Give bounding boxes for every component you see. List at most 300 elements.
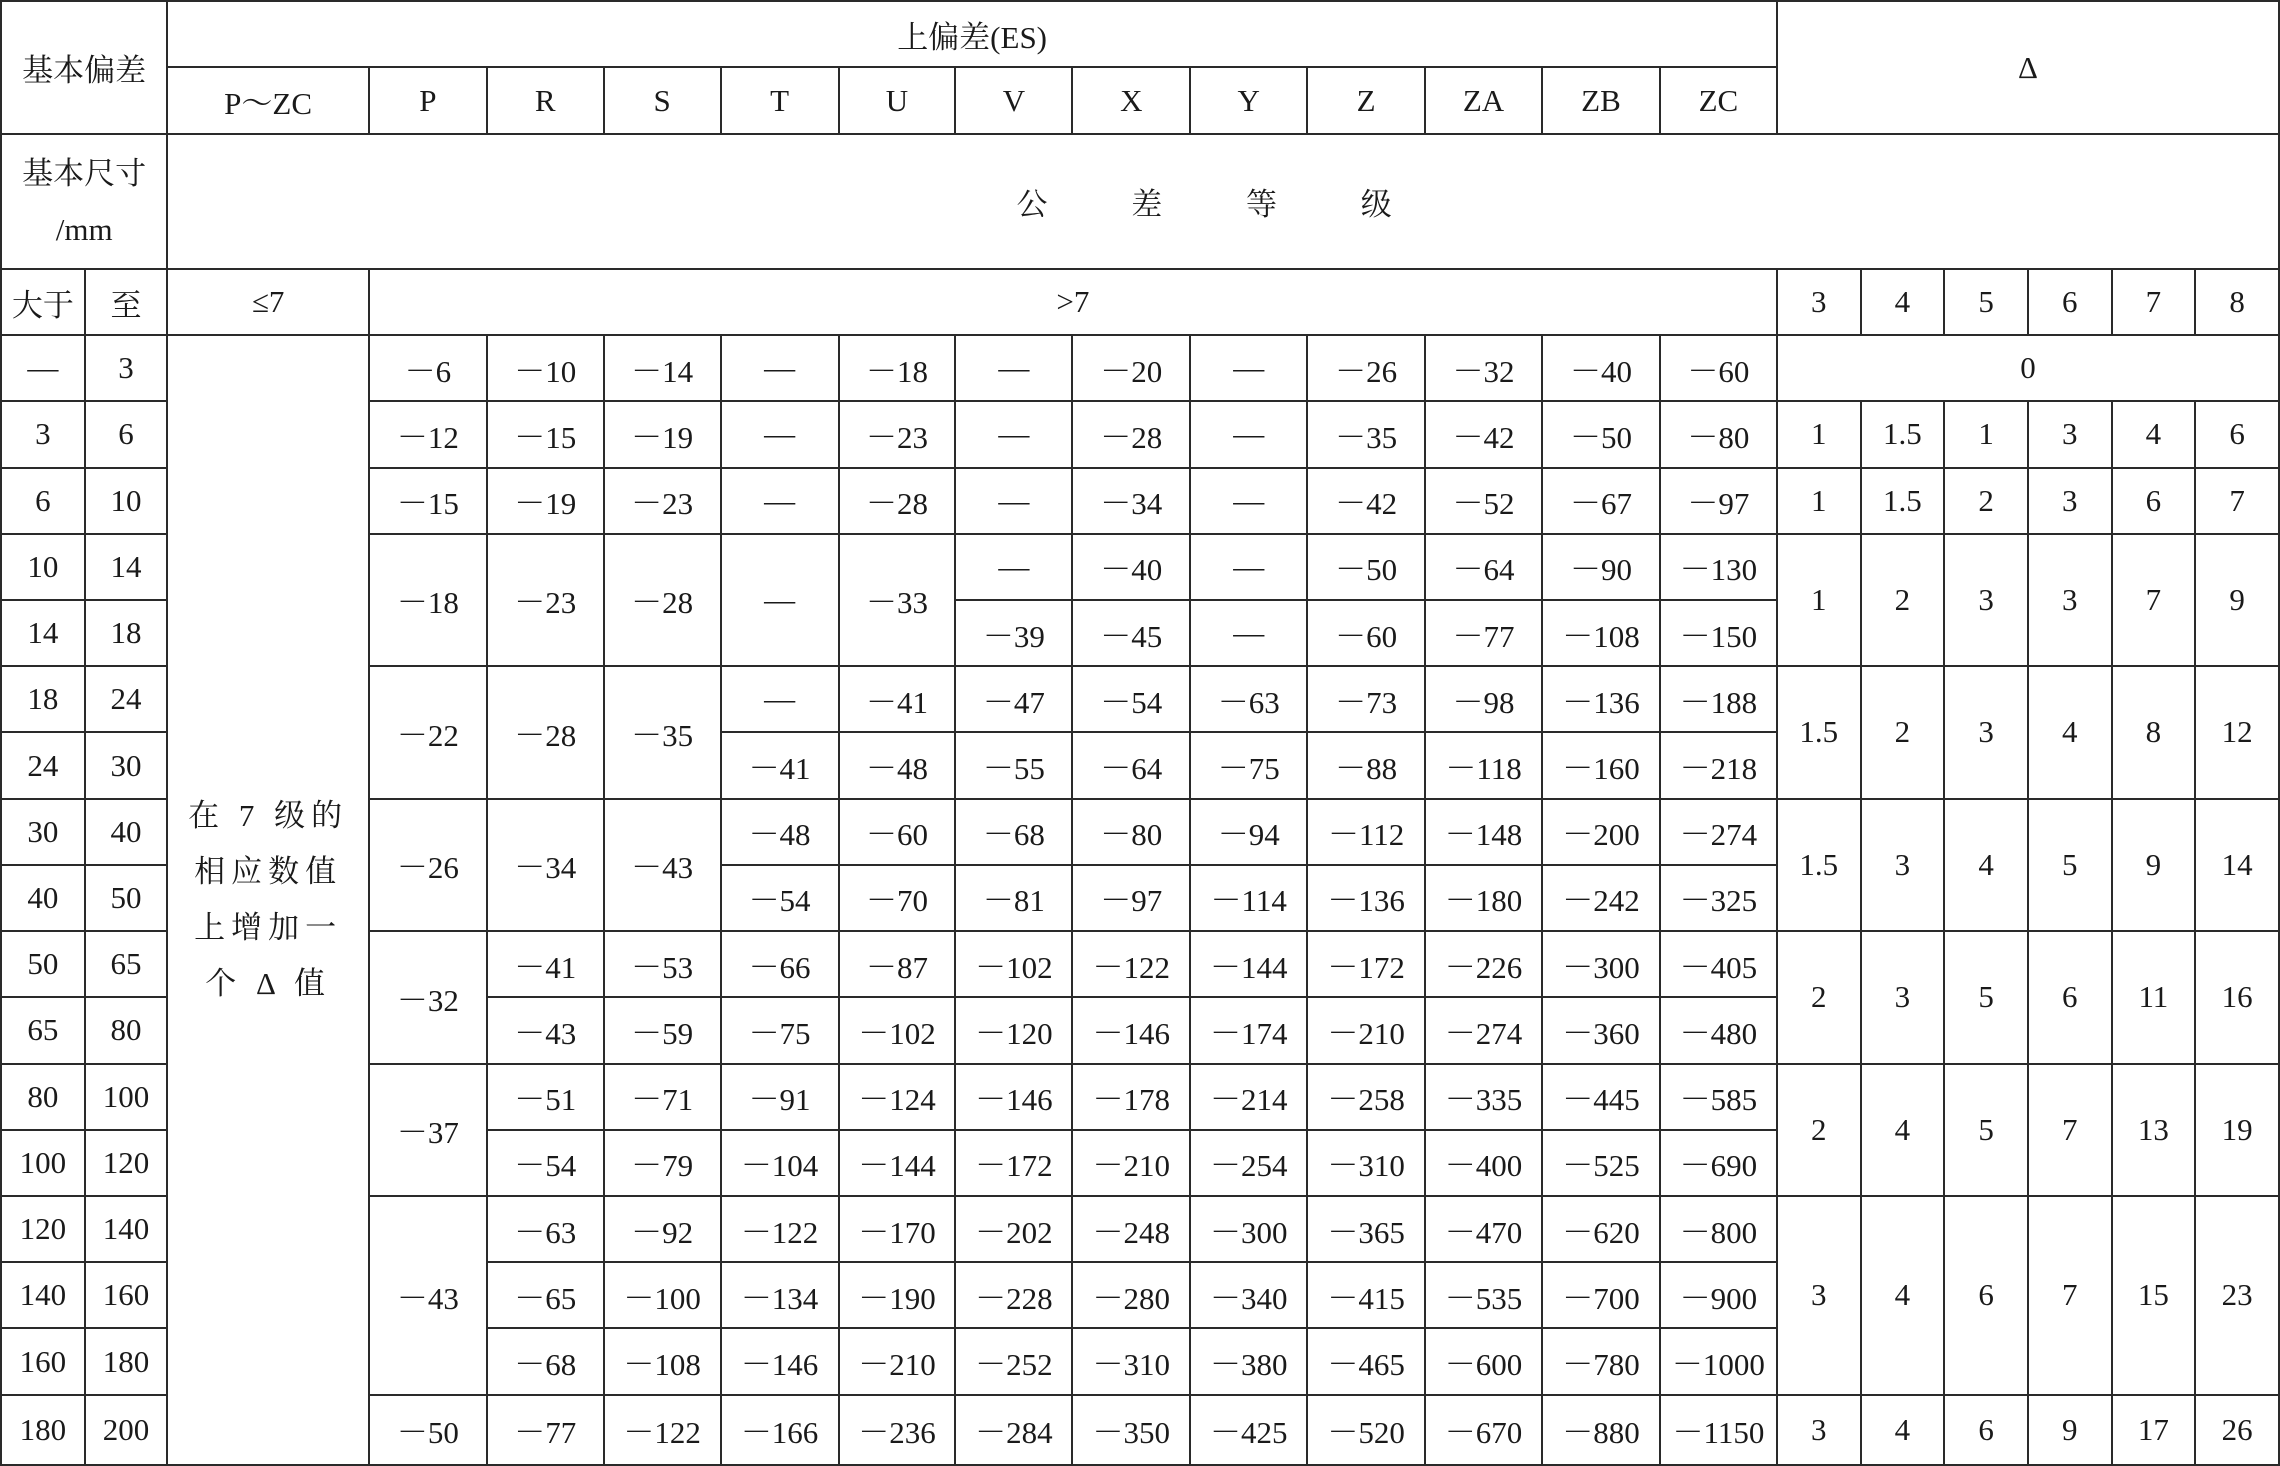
delta-grade-header-5: 8 — [2195, 269, 2279, 335]
to-header: 至 — [85, 269, 168, 335]
value-cell-x: －20 — [1072, 335, 1190, 401]
delta-header: Δ — [1777, 1, 2279, 134]
value-cell-za: －148 — [1425, 799, 1542, 865]
value-cell-v: －68 — [955, 799, 1072, 865]
size-to: 10 — [85, 468, 168, 534]
value-cell-y: — — [1190, 468, 1307, 534]
value-cell-zb: －67 — [1542, 468, 1660, 534]
delta-value: 1 — [1944, 401, 2028, 467]
value-cell-z: －73 — [1307, 666, 1425, 732]
code-header-12: ZC — [1660, 67, 1777, 134]
size-over: 18 — [1, 666, 85, 732]
value-cell-zb: －90 — [1542, 534, 1660, 600]
code-header-2: R — [487, 67, 604, 134]
value-cell-x: －248 — [1072, 1196, 1190, 1262]
value-cell-zc: －60 — [1660, 335, 1777, 401]
value-cell-za: －52 — [1425, 468, 1542, 534]
code-header-6: V — [955, 67, 1072, 134]
delta-value: 4 — [1944, 799, 2028, 931]
size-over: 160 — [1, 1328, 85, 1394]
value-cell-v: — — [955, 534, 1072, 600]
value-cell-z: －50 — [1307, 534, 1425, 600]
value-cell-t: －166 — [721, 1395, 839, 1465]
delta-value: 15 — [2112, 1196, 2196, 1395]
value-cell-y: — — [1190, 600, 1307, 666]
value-cell-t: — — [721, 335, 839, 401]
delta-grade-header-3: 6 — [2028, 269, 2112, 335]
value-cell-x: －45 — [1072, 600, 1190, 666]
value-cell-s: －35 — [604, 666, 721, 798]
value-cell-v: －252 — [955, 1328, 1072, 1394]
value-cell-u: －23 — [839, 401, 956, 467]
value-cell-u: －236 — [839, 1395, 956, 1465]
value-cell-zb: －880 — [1542, 1395, 1660, 1465]
value-cell-zc: －274 — [1660, 799, 1777, 865]
value-cell-zc: －480 — [1660, 997, 1777, 1063]
value-cell-t: －104 — [721, 1130, 839, 1196]
value-cell-r: －34 — [487, 799, 604, 931]
value-cell-s: －79 — [604, 1130, 721, 1196]
delta-value: 9 — [2195, 534, 2279, 666]
value-cell-za: －335 — [1425, 1064, 1542, 1130]
value-cell-z: －35 — [1307, 401, 1425, 467]
value-cell-r: －43 — [487, 997, 604, 1063]
value-cell-zc: －405 — [1660, 931, 1777, 997]
delta-value: 4 — [1861, 1064, 1945, 1196]
value-cell-v: －47 — [955, 666, 1072, 732]
size-to: 80 — [85, 997, 168, 1063]
value-cell-za: －77 — [1425, 600, 1542, 666]
size-over: — — [1, 335, 85, 401]
value-cell-r: －19 — [487, 468, 604, 534]
value-cell-t: －134 — [721, 1262, 839, 1328]
delta-value: 6 — [2112, 468, 2196, 534]
value-cell-zc: －800 — [1660, 1196, 1777, 1262]
value-cell-y: －300 — [1190, 1196, 1307, 1262]
value-cell-zb: －160 — [1542, 732, 1660, 798]
delta-value: 3 — [1861, 931, 1945, 1063]
delta-value: 23 — [2195, 1196, 2279, 1395]
value-cell-zb: －242 — [1542, 865, 1660, 931]
value-cell-v: －39 — [955, 600, 1072, 666]
value-cell-t: －122 — [721, 1196, 839, 1262]
value-cell-y: — — [1190, 401, 1307, 467]
delta-value: 26 — [2195, 1395, 2279, 1465]
value-cell-t: — — [721, 666, 839, 732]
size-over: 30 — [1, 799, 85, 865]
value-cell-u: －48 — [839, 732, 956, 798]
value-cell-y: －63 — [1190, 666, 1307, 732]
delta-value: 5 — [2028, 799, 2112, 931]
delta-grade-header-2: 5 — [1944, 269, 2028, 335]
delta-value: 1 — [1777, 401, 1861, 467]
value-cell-v: －102 — [955, 931, 1072, 997]
value-cell-zc: －1150 — [1660, 1395, 1777, 1465]
value-cell-zb: －300 — [1542, 931, 1660, 997]
size-to: 6 — [85, 401, 168, 467]
value-cell-zc: －80 — [1660, 401, 1777, 467]
value-cell-u: －28 — [839, 468, 956, 534]
value-cell-s: －14 — [604, 335, 721, 401]
value-cell-v: — — [955, 335, 1072, 401]
size-to: 65 — [85, 931, 168, 997]
size-to: 200 — [85, 1395, 168, 1465]
size-to: 160 — [85, 1262, 168, 1328]
value-cell-y: －340 — [1190, 1262, 1307, 1328]
value-cell-za: －64 — [1425, 534, 1542, 600]
value-cell-zc: －218 — [1660, 732, 1777, 798]
value-cell-u: －170 — [839, 1196, 956, 1262]
value-cell-u: －87 — [839, 931, 956, 997]
delta-value: 2 — [1861, 666, 1945, 798]
value-cell-u: －60 — [839, 799, 956, 865]
code-header-8: Y — [1190, 67, 1307, 134]
value-cell-za: －98 — [1425, 666, 1542, 732]
value-cell-zc: －325 — [1660, 865, 1777, 931]
value-cell-zb: －525 — [1542, 1130, 1660, 1196]
value-cell-zb: －136 — [1542, 666, 1660, 732]
value-cell-s: －19 — [604, 401, 721, 467]
delta-value: 12 — [2195, 666, 2279, 798]
value-cell-u: －144 — [839, 1130, 956, 1196]
delta-value: 6 — [1944, 1196, 2028, 1395]
size-to: 24 — [85, 666, 168, 732]
value-cell-u: －190 — [839, 1262, 956, 1328]
delta-value: 2 — [1777, 1064, 1861, 1196]
value-cell-zb: －445 — [1542, 1064, 1660, 1130]
size-to: 30 — [85, 732, 168, 798]
delta-value: 1 — [1777, 534, 1861, 666]
value-cell-z: －60 — [1307, 600, 1425, 666]
value-cell-p: －6 — [369, 335, 487, 401]
value-cell-u: －102 — [839, 997, 956, 1063]
value-cell-r: －15 — [487, 401, 604, 467]
delta-value: 3 — [2028, 534, 2112, 666]
value-cell-za: －118 — [1425, 732, 1542, 798]
size-over: 65 — [1, 997, 85, 1063]
value-cell-t: — — [721, 401, 839, 467]
value-cell-v: －172 — [955, 1130, 1072, 1196]
value-cell-t: －48 — [721, 799, 839, 865]
code-header-7: X — [1072, 67, 1190, 134]
value-cell-zc: －188 — [1660, 666, 1777, 732]
delta-value: 3 — [1944, 534, 2028, 666]
le7-note: 在 7 级的相应数值上增加一个 Δ 值 — [167, 335, 369, 1465]
value-cell-v: －146 — [955, 1064, 1072, 1130]
value-cell-p: －26 — [369, 799, 487, 931]
value-cell-zc: －130 — [1660, 534, 1777, 600]
value-cell-z: －26 — [1307, 335, 1425, 401]
code-header-9: Z — [1307, 67, 1425, 134]
value-cell-y: －75 — [1190, 732, 1307, 798]
delta-value: 17 — [2112, 1395, 2196, 1465]
value-cell-zb: －40 — [1542, 335, 1660, 401]
value-cell-t: — — [721, 468, 839, 534]
size-to: 50 — [85, 865, 168, 931]
value-cell-u: －33 — [839, 534, 956, 666]
value-cell-z: －112 — [1307, 799, 1425, 865]
size-to: 100 — [85, 1064, 168, 1130]
size-over: 50 — [1, 931, 85, 997]
value-cell-t: －41 — [721, 732, 839, 798]
value-cell-y: －174 — [1190, 997, 1307, 1063]
value-cell-u: －210 — [839, 1328, 956, 1394]
delta-value: 1.5 — [1861, 468, 1945, 534]
value-cell-r: －28 — [487, 666, 604, 798]
value-cell-v: －55 — [955, 732, 1072, 798]
delta-value: 1.5 — [1777, 666, 1861, 798]
tolerance-grade-header: 公 差 等 级 — [167, 134, 2279, 268]
code-header-0: P～ZC — [167, 67, 369, 134]
value-cell-z: －136 — [1307, 865, 1425, 931]
value-cell-z: －310 — [1307, 1130, 1425, 1196]
table-row — [1, 335, 2279, 401]
value-cell-x: －350 — [1072, 1395, 1190, 1465]
value-cell-z: －210 — [1307, 997, 1425, 1063]
delta-value: 6 — [1944, 1395, 2028, 1465]
delta-value: 9 — [2112, 799, 2196, 931]
delta-value: 6 — [2028, 931, 2112, 1063]
delta-value: 2 — [1777, 931, 1861, 1063]
size-over: 40 — [1, 865, 85, 931]
size-over: 6 — [1, 468, 85, 534]
value-cell-x: －40 — [1072, 534, 1190, 600]
value-cell-v: －120 — [955, 997, 1072, 1063]
size-over: 14 — [1, 600, 85, 666]
value-cell-x: －178 — [1072, 1064, 1190, 1130]
value-cell-zb: －780 — [1542, 1328, 1660, 1394]
value-cell-p: －32 — [369, 931, 487, 1063]
code-header-1: P — [369, 67, 487, 134]
code-header-3: S — [604, 67, 721, 134]
value-cell-r: －54 — [487, 1130, 604, 1196]
size-over: 24 — [1, 732, 85, 798]
value-cell-x: －80 — [1072, 799, 1190, 865]
grade-row — [1, 269, 2279, 335]
value-cell-zc: －690 — [1660, 1130, 1777, 1196]
value-cell-za: －400 — [1425, 1130, 1542, 1196]
size-over: 120 — [1, 1196, 85, 1262]
delta-value: 3 — [1861, 799, 1945, 931]
value-cell-r: －10 — [487, 335, 604, 401]
value-cell-y: －254 — [1190, 1130, 1307, 1196]
delta-value: 4 — [2112, 401, 2196, 467]
value-cell-za: －180 — [1425, 865, 1542, 931]
value-cell-v: －202 — [955, 1196, 1072, 1262]
value-cell-s: －71 — [604, 1064, 721, 1130]
delta-value: 6 — [2195, 401, 2279, 467]
le7-header: ≤7 — [167, 269, 369, 335]
value-cell-t: — — [721, 534, 839, 666]
size-to: 140 — [85, 1196, 168, 1262]
delta-value: 11 — [2112, 931, 2196, 1063]
value-cell-y: －380 — [1190, 1328, 1307, 1394]
delta-grade-header-0: 3 — [1777, 269, 1861, 335]
value-cell-r: －65 — [487, 1262, 604, 1328]
value-cell-z: －365 — [1307, 1196, 1425, 1262]
code-header-4: T — [721, 67, 839, 134]
value-cell-s: －92 — [604, 1196, 721, 1262]
delta-value: 1.5 — [1777, 799, 1861, 931]
value-cell-s: －53 — [604, 931, 721, 997]
value-cell-p: －15 — [369, 468, 487, 534]
value-cell-x: －54 — [1072, 666, 1190, 732]
delta-value: 7 — [2195, 468, 2279, 534]
delta-value: 3 — [1944, 666, 2028, 798]
value-cell-v: －228 — [955, 1262, 1072, 1328]
value-cell-u: －70 — [839, 865, 956, 931]
delta-value: 2 — [1861, 534, 1945, 666]
value-cell-u: －124 — [839, 1064, 956, 1130]
value-cell-zc: －585 — [1660, 1064, 1777, 1130]
delta-value: 4 — [1861, 1196, 1945, 1395]
value-cell-p: －18 — [369, 534, 487, 666]
value-cell-za: －274 — [1425, 997, 1542, 1063]
basic-size-label: 基本尺寸 /mm — [22, 155, 147, 247]
value-cell-x: －34 — [1072, 468, 1190, 534]
value-cell-s: －23 — [604, 468, 721, 534]
size-over: 180 — [1, 1395, 85, 1465]
basic-size-header — [1, 134, 167, 268]
value-cell-x: －28 — [1072, 401, 1190, 467]
value-cell-y: －144 — [1190, 931, 1307, 997]
value-cell-zc: －900 — [1660, 1262, 1777, 1328]
value-cell-zb: －200 — [1542, 799, 1660, 865]
value-cell-x: －310 — [1072, 1328, 1190, 1394]
code-header-5: U — [839, 67, 956, 134]
value-cell-y: －425 — [1190, 1395, 1307, 1465]
delta-value: 3 — [1777, 1395, 1861, 1465]
value-cell-x: －64 — [1072, 732, 1190, 798]
value-cell-za: －535 — [1425, 1262, 1542, 1328]
delta-grade-header-1: 4 — [1861, 269, 1945, 335]
value-cell-y: — — [1190, 335, 1307, 401]
value-cell-zc: －150 — [1660, 600, 1777, 666]
delta-value: 7 — [2112, 534, 2196, 666]
delta-value: 1.5 — [1861, 401, 1945, 467]
value-cell-s: －59 — [604, 997, 721, 1063]
value-cell-x: －210 — [1072, 1130, 1190, 1196]
delta-value: 14 — [2195, 799, 2279, 931]
value-cell-s: －122 — [604, 1395, 721, 1465]
delta-value: 3 — [1777, 1196, 1861, 1395]
size-to: 180 — [85, 1328, 168, 1394]
delta-value: 3 — [2028, 401, 2112, 467]
value-cell-r: －68 — [487, 1328, 604, 1394]
over-header: 大于 — [1, 269, 85, 335]
delta-value: 7 — [2028, 1064, 2112, 1196]
size-to: 3 — [85, 335, 168, 401]
value-cell-r: －41 — [487, 931, 604, 997]
value-cell-zb: －360 — [1542, 997, 1660, 1063]
value-cell-p: －22 — [369, 666, 487, 798]
size-over: 3 — [1, 401, 85, 467]
value-cell-t: －66 — [721, 931, 839, 997]
value-cell-t: －75 — [721, 997, 839, 1063]
value-cell-u: －18 — [839, 335, 956, 401]
value-cell-x: －97 — [1072, 865, 1190, 931]
gt7-header: >7 — [369, 269, 1777, 335]
value-cell-z: －88 — [1307, 732, 1425, 798]
value-cell-p: －12 — [369, 401, 487, 467]
delta-value: 7 — [2028, 1196, 2112, 1395]
value-cell-zb: －700 — [1542, 1262, 1660, 1328]
value-cell-r: －51 — [487, 1064, 604, 1130]
value-cell-z: －42 — [1307, 468, 1425, 534]
value-cell-r: －23 — [487, 534, 604, 666]
value-cell-p: －37 — [369, 1064, 487, 1196]
value-cell-zc: －1000 — [1660, 1328, 1777, 1394]
header-row-1 — [1, 1, 2279, 67]
value-cell-r: －63 — [487, 1196, 604, 1262]
delta-value: 5 — [1944, 931, 2028, 1063]
value-cell-zc: －97 — [1660, 468, 1777, 534]
value-cell-s: －100 — [604, 1262, 721, 1328]
value-cell-y: — — [1190, 534, 1307, 600]
delta-value: 9 — [2028, 1395, 2112, 1465]
value-cell-za: －32 — [1425, 335, 1542, 401]
value-cell-p: －50 — [369, 1395, 487, 1465]
size-to: 14 — [85, 534, 168, 600]
value-cell-za: －600 — [1425, 1328, 1542, 1394]
delta-value: 19 — [2195, 1064, 2279, 1196]
size-to: 18 — [85, 600, 168, 666]
value-cell-za: －42 — [1425, 401, 1542, 467]
size-over: 80 — [1, 1064, 85, 1130]
value-cell-y: －94 — [1190, 799, 1307, 865]
delta-value: 0 — [1777, 335, 2279, 401]
delta-value: 3 — [2028, 468, 2112, 534]
value-cell-v: －81 — [955, 865, 1072, 931]
code-header-10: ZA — [1425, 67, 1542, 134]
delta-value: 4 — [1861, 1395, 1945, 1465]
value-cell-z: －172 — [1307, 931, 1425, 997]
value-cell-p: －43 — [369, 1196, 487, 1395]
size-over: 100 — [1, 1130, 85, 1196]
delta-value: 16 — [2195, 931, 2279, 1063]
value-cell-s: －108 — [604, 1328, 721, 1394]
size-over: 10 — [1, 534, 85, 600]
value-cell-t: －146 — [721, 1328, 839, 1394]
value-cell-y: －214 — [1190, 1064, 1307, 1130]
code-header-11: ZB — [1542, 67, 1660, 134]
size-over: 140 — [1, 1262, 85, 1328]
value-cell-v: — — [955, 401, 1072, 467]
value-cell-s: －28 — [604, 534, 721, 666]
upper-deviation-header: 上偏差(ES) — [167, 1, 1777, 67]
value-cell-z: －415 — [1307, 1262, 1425, 1328]
delta-value: 2 — [1944, 468, 2028, 534]
value-cell-u: －41 — [839, 666, 956, 732]
delta-grade-header-4: 7 — [2112, 269, 2196, 335]
size-to: 40 — [85, 799, 168, 865]
header-row-3 — [1, 134, 2279, 268]
delta-value: 13 — [2112, 1064, 2196, 1196]
value-cell-za: －226 — [1425, 931, 1542, 997]
delta-value: 1 — [1777, 468, 1861, 534]
value-cell-r: －77 — [487, 1395, 604, 1465]
value-cell-x: －122 — [1072, 931, 1190, 997]
value-cell-v: －284 — [955, 1395, 1072, 1465]
value-cell-za: －470 — [1425, 1196, 1542, 1262]
value-cell-z: －258 — [1307, 1064, 1425, 1130]
value-cell-zb: －108 — [1542, 600, 1660, 666]
value-cell-y: －114 — [1190, 865, 1307, 931]
value-cell-t: －54 — [721, 865, 839, 931]
delta-value: 5 — [1944, 1064, 2028, 1196]
value-cell-zb: －50 — [1542, 401, 1660, 467]
delta-value: 8 — [2112, 666, 2196, 798]
